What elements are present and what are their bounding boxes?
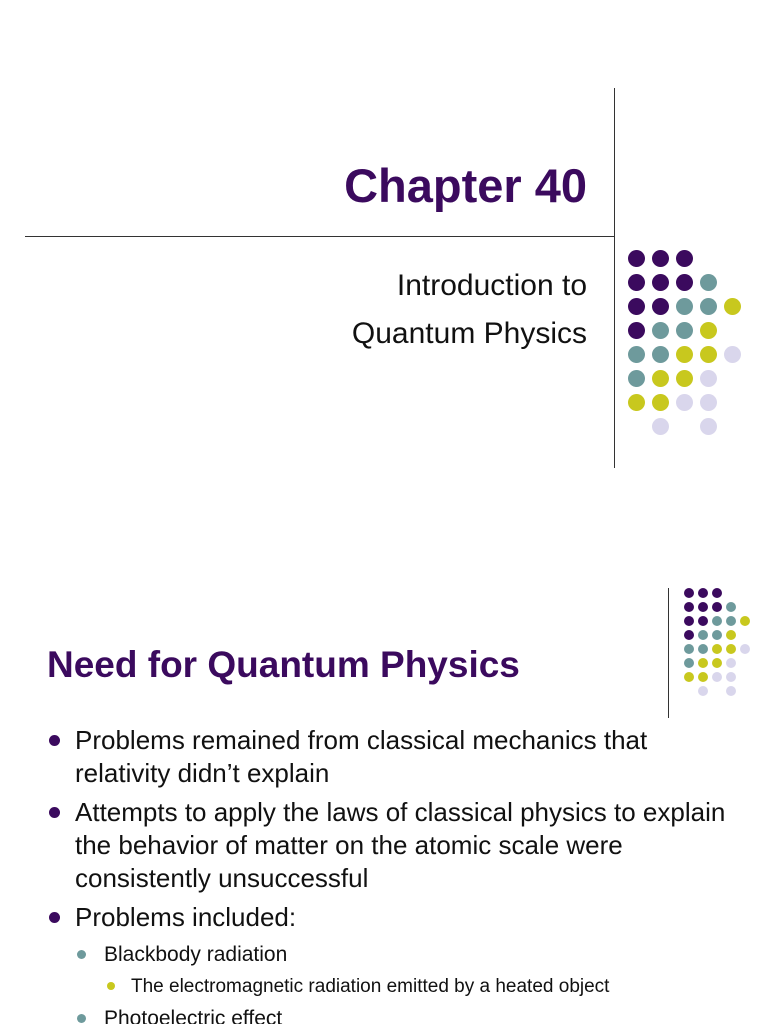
bullet-item-level-1 bbox=[0, 724, 768, 790]
dot-purple bbox=[698, 602, 708, 612]
dot-yellow bbox=[676, 346, 693, 363]
bullet-item-level-2 bbox=[0, 1004, 768, 1024]
dot-yellow bbox=[712, 658, 722, 668]
dot-yellow bbox=[628, 394, 645, 411]
subtitle-line: Quantum Physics bbox=[351, 317, 587, 350]
dot-purple bbox=[676, 250, 693, 267]
dot-yellow bbox=[652, 394, 669, 411]
dot-teal bbox=[726, 602, 736, 612]
dot-lavender bbox=[726, 672, 736, 682]
dot-purple bbox=[628, 274, 645, 291]
dot-lavender bbox=[676, 394, 693, 411]
bullet-item-level-1 bbox=[0, 901, 768, 934]
dot-lavender bbox=[726, 686, 736, 696]
dot-yellow bbox=[676, 370, 693, 387]
dot-purple bbox=[698, 616, 708, 626]
dot-purple bbox=[684, 602, 694, 612]
dot-teal bbox=[676, 298, 693, 315]
dot-yellow bbox=[684, 672, 694, 682]
dot-teal bbox=[652, 322, 669, 339]
dot-lavender bbox=[652, 418, 669, 435]
horizontal-divider bbox=[25, 236, 615, 237]
slide-subtitle bbox=[352, 262, 587, 358]
bullet-marker-icon bbox=[77, 1014, 86, 1023]
dot-purple bbox=[684, 588, 694, 598]
dot-purple bbox=[652, 298, 669, 315]
dot-purple bbox=[652, 274, 669, 291]
dot-teal bbox=[698, 630, 708, 640]
dot-purple bbox=[628, 298, 645, 315]
bullet-text: Problems remained from classical mechanics that relativity didn’t explain bbox=[75, 725, 648, 788]
bullet-text: Blackbody radiation bbox=[104, 943, 288, 966]
bullet-item-level-2 bbox=[0, 940, 768, 970]
content-slide bbox=[0, 576, 768, 1024]
bullet-text: Photoelectric effect bbox=[104, 1007, 283, 1024]
dot-purple bbox=[676, 274, 693, 291]
dot-lavender bbox=[700, 418, 717, 435]
dot-lavender bbox=[698, 686, 708, 696]
dot-purple bbox=[652, 250, 669, 267]
dot-teal bbox=[628, 346, 645, 363]
dot-lavender bbox=[712, 672, 722, 682]
bullet-marker-icon bbox=[49, 735, 60, 746]
dot-teal bbox=[726, 616, 736, 626]
bullet-marker-icon bbox=[77, 950, 86, 959]
dot-lavender bbox=[700, 394, 717, 411]
dot-yellow bbox=[726, 644, 736, 654]
dot-teal bbox=[628, 370, 645, 387]
dot-yellow bbox=[698, 658, 708, 668]
dot-purple bbox=[684, 630, 694, 640]
dot-yellow bbox=[712, 644, 722, 654]
dot-yellow bbox=[724, 298, 741, 315]
dot-teal bbox=[652, 346, 669, 363]
bullet-marker-icon bbox=[49, 807, 60, 818]
dot-teal bbox=[700, 274, 717, 291]
vertical-divider bbox=[614, 88, 615, 468]
bullet-text: Attempts to apply the laws of classical physics to explain the behavior of matter on the atomic scale were consistently unsuccessful bbox=[75, 797, 726, 893]
bullet-item-level-1 bbox=[0, 796, 768, 895]
vertical-divider bbox=[668, 588, 669, 718]
subtitle-line: Introduction to bbox=[396, 269, 587, 302]
dot-teal bbox=[684, 658, 694, 668]
dot-lavender bbox=[740, 644, 750, 654]
dot-lavender bbox=[726, 658, 736, 668]
dot-yellow bbox=[740, 616, 750, 626]
dot-purple bbox=[698, 588, 708, 598]
dot-teal bbox=[712, 630, 722, 640]
dot-lavender bbox=[700, 370, 717, 387]
bullet-text: Problems included: bbox=[75, 902, 297, 932]
dot-lavender bbox=[724, 346, 741, 363]
dot-purple bbox=[684, 616, 694, 626]
dot-teal bbox=[698, 644, 708, 654]
bullet-text: The electromagnetic radiation emitted by a heated object bbox=[131, 976, 610, 997]
dot-teal bbox=[712, 616, 722, 626]
dot-teal bbox=[684, 644, 694, 654]
dot-teal bbox=[700, 298, 717, 315]
bullet-marker-icon bbox=[107, 982, 115, 990]
dot-purple bbox=[712, 588, 722, 598]
dot-teal bbox=[676, 322, 693, 339]
dot-purple bbox=[628, 322, 645, 339]
bullet-list bbox=[0, 724, 768, 1024]
dot-yellow bbox=[700, 346, 717, 363]
dot-yellow bbox=[726, 630, 736, 640]
slide-title: Need for Quantum Physics bbox=[47, 644, 520, 685]
dot-purple bbox=[628, 250, 645, 267]
dot-purple bbox=[712, 602, 722, 612]
dot-yellow bbox=[700, 322, 717, 339]
slide-title: Chapter 40 bbox=[344, 159, 587, 212]
bullet-marker-icon bbox=[49, 912, 60, 923]
dot-yellow bbox=[652, 370, 669, 387]
dot-yellow bbox=[698, 672, 708, 682]
bullet-item-level-3 bbox=[0, 972, 768, 1002]
